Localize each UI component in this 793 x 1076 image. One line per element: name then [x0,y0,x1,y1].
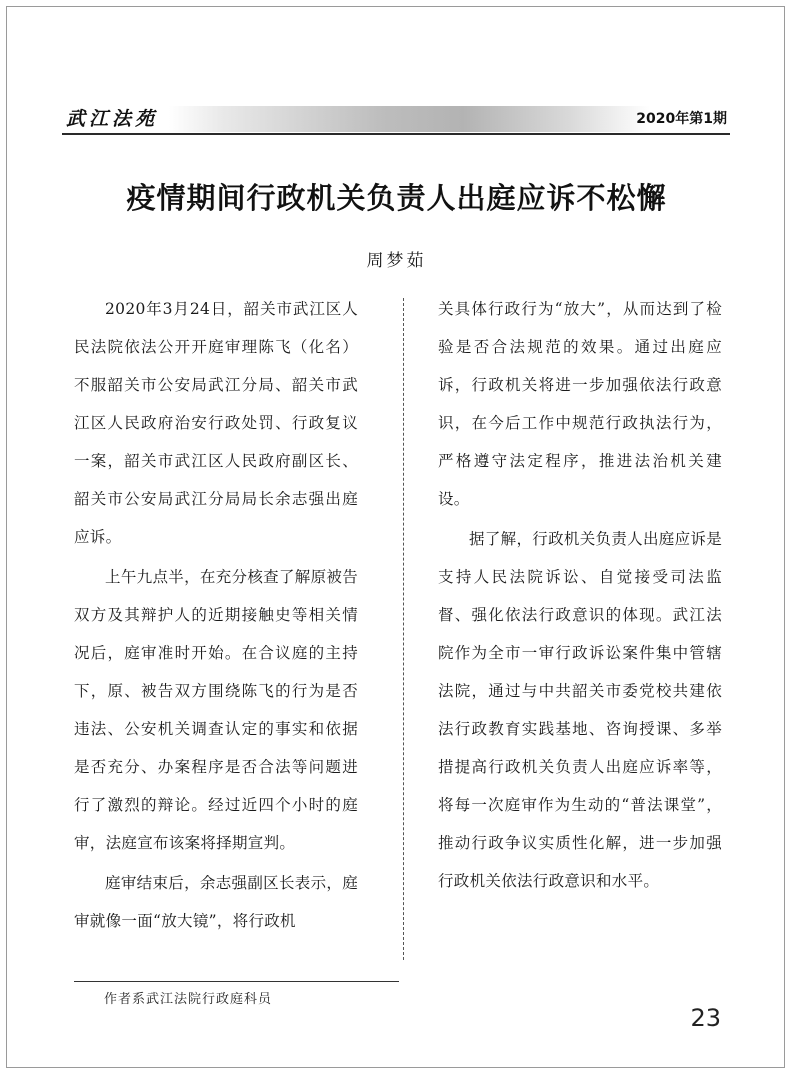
article-title: 疫情期间行政机关负责人出庭应诉不松懈 [126,181,667,215]
footnote-rule [74,981,399,982]
paragraph: 2020年3月24日，韶关市武江区人民法院依法公开开庭审理陈飞（化名）不服韶关市公安局武江分局、韶关市武江区人民政府治安行政处罚、行政复议一案，韶关市武江区人民政府副区长、韶关市公安局武江分局局长余志强出庭应诉。 [74,300,358,546]
page-number: 23 [690,1004,721,1032]
right-column [438,290,722,902]
header-rule [62,133,730,135]
author-name: 周梦茹 [366,251,427,271]
journal-name: 武江法苑 [66,108,159,130]
paragraph: 上午九点半，在充分核查了解原被告双方及其辩护人的近期接触史等相关情况后，庭审准时开始。在合议庭的主持下，原、被告双方围绕陈飞的行为是否违法、公安机关调查认定的事实和依据是否充分、办案程序是否合法等问题进行了激烈的辩论。经过近四个小时的庭审，法庭宣布该案将择期宣判。 [74,568,358,852]
header-band [62,106,730,132]
left-column [74,290,358,942]
paragraph: 庭审结束后，余志强副区长表示，庭审就像一面“放大镜”，将行政机 [74,874,358,930]
paragraph: 据了解，行政机关负责人出庭应诉是支持人民法院诉讼、自觉接受司法监督、强化依法行政意识的体现。武江法院作为全市一审行政诉讼案件集中管辖法院，通过与中共韶关市委党校共建依法行政教育实践基地、咨询授课、多举措提高行政机关负责人出庭应诉率等，将每一次庭审作为生动的“普法课堂”，推动行政争议实质性化解，进一步加强行政机关依法行政意识和水平。 [438,530,722,890]
column-divider [403,298,404,960]
paragraph-continuation: 关具体行政行为“放大”，从而达到了检验是否合法规范的效果。通过出庭应诉，行政机关将进一步加强依法行政意识，在今后工作中规范行政执法行为，严格遵守法定程序，推进法治机关建设。 [438,300,722,508]
footnote: 作者系武江法院行政庭科员 [104,992,273,1007]
issue-label: 2020年第1期 [636,111,727,127]
